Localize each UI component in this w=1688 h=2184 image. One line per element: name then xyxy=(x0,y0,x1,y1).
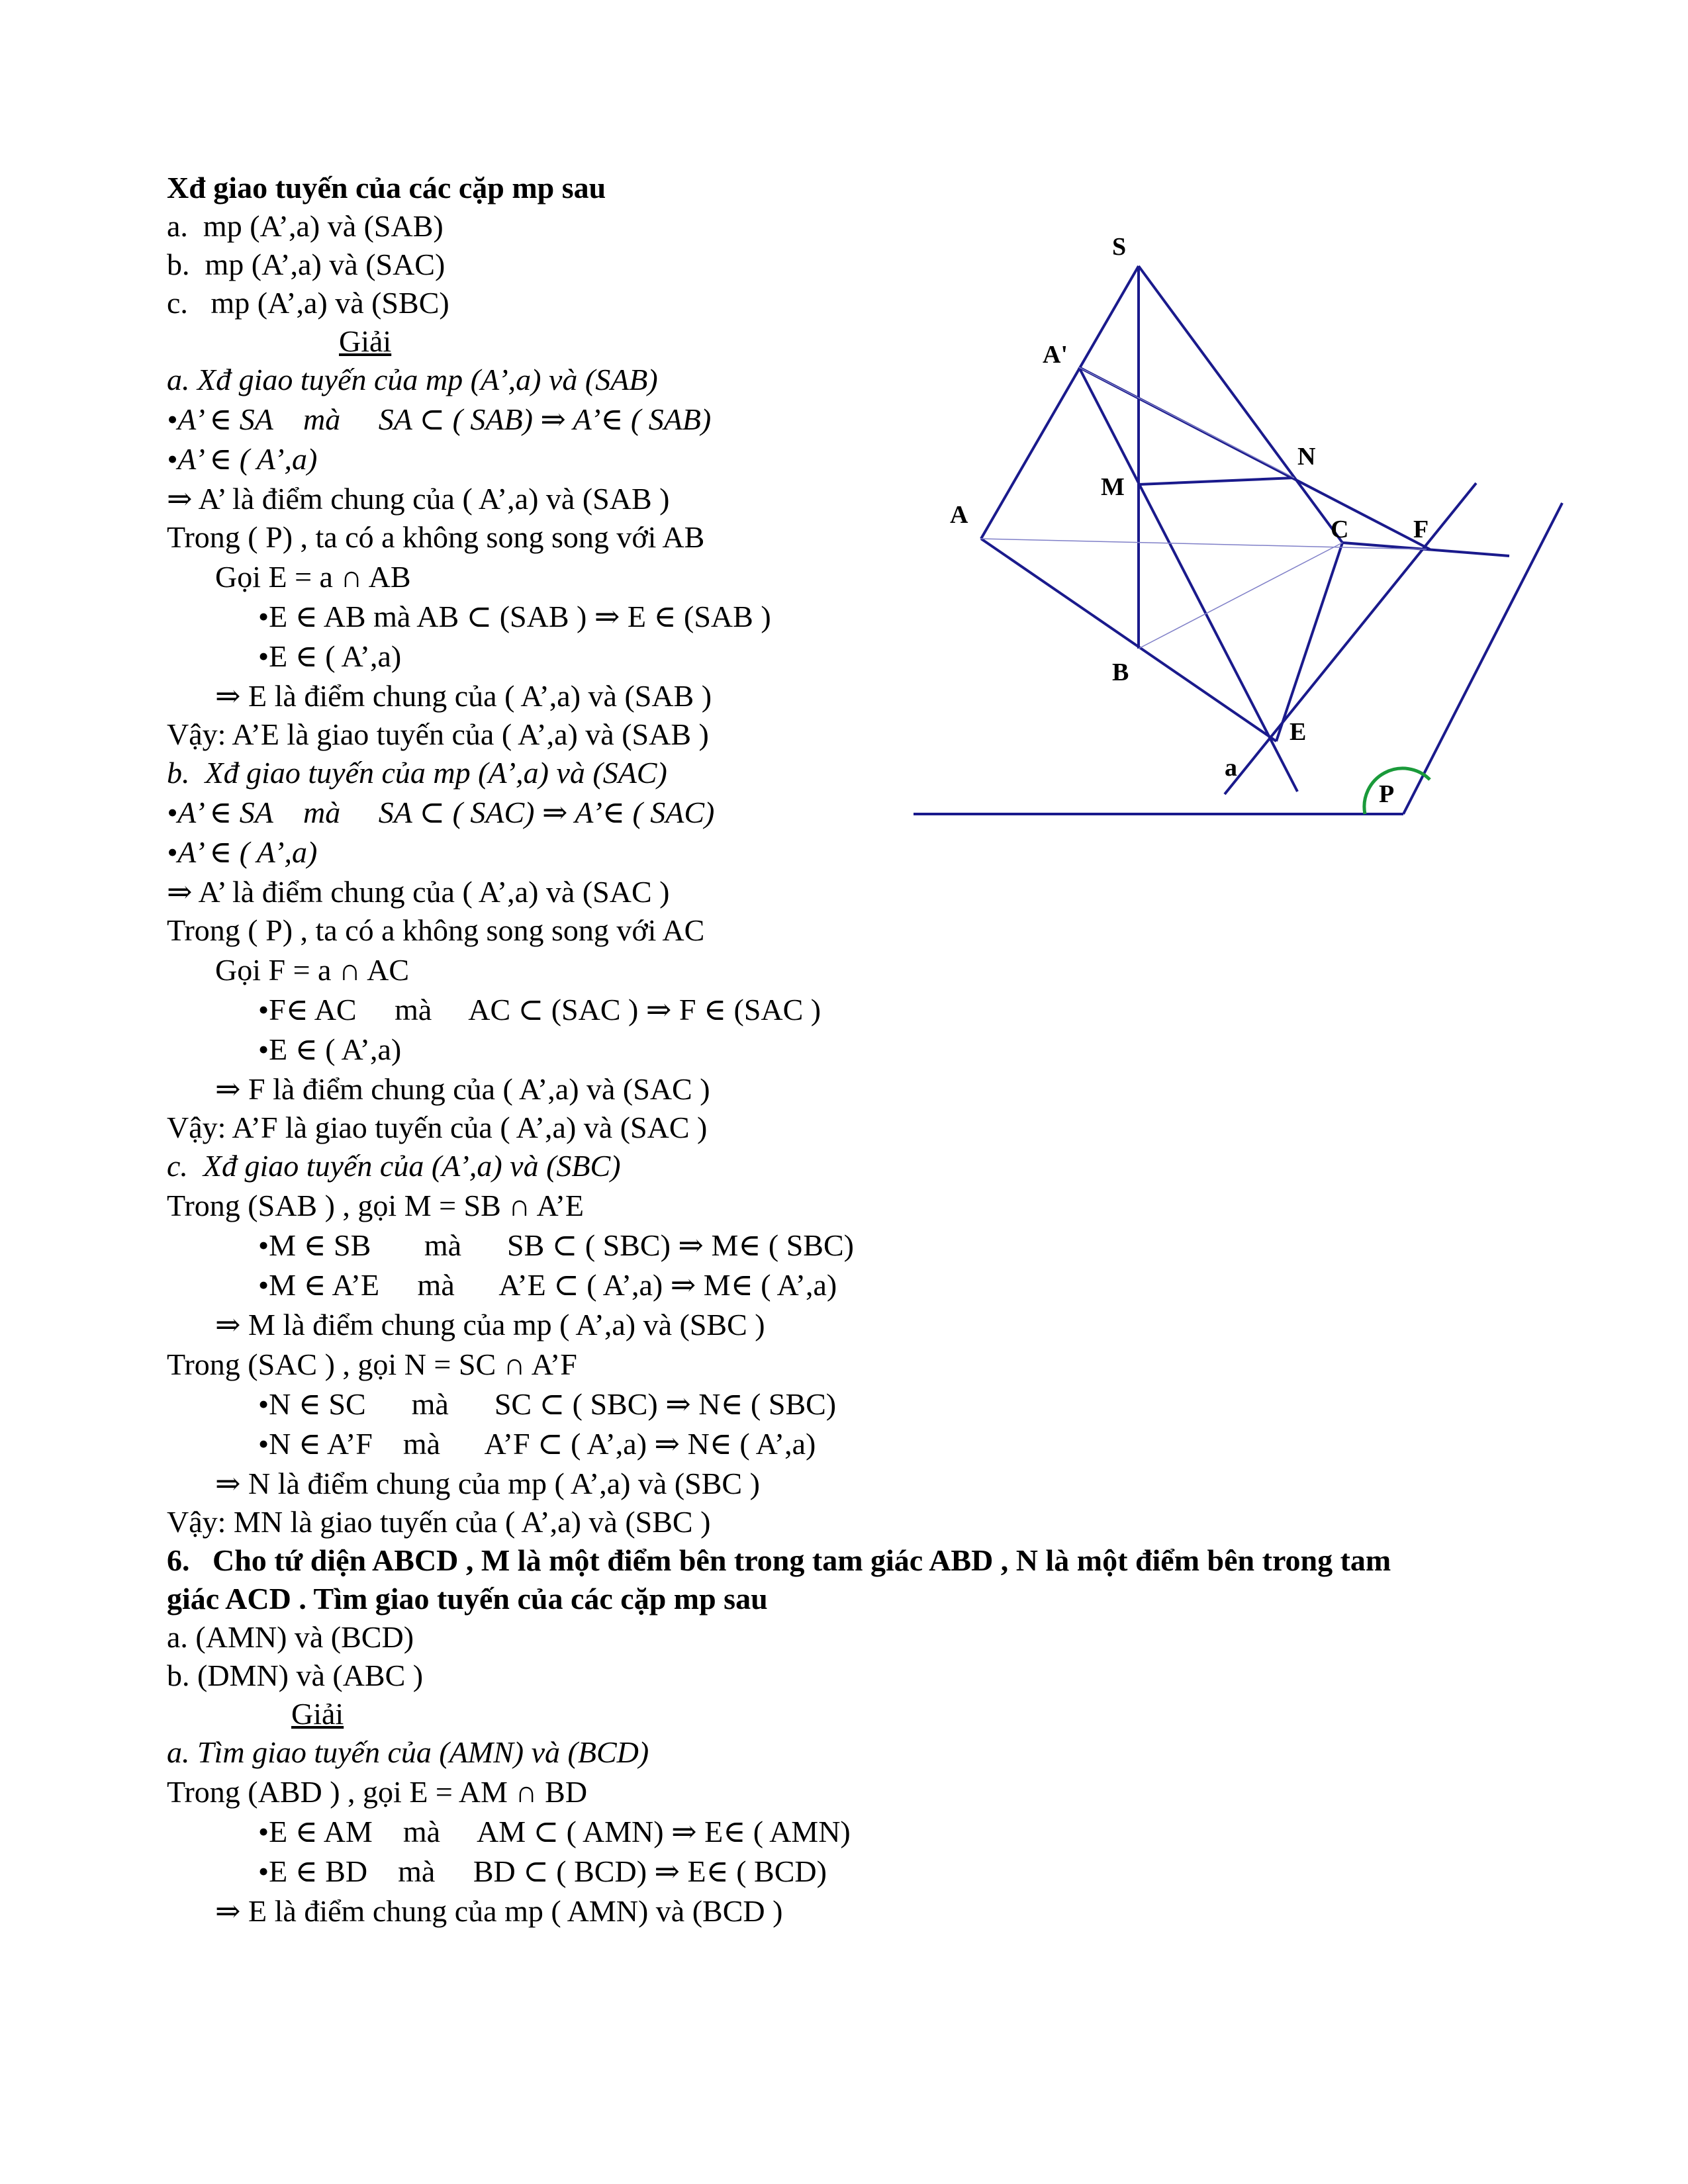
label-a-prime: A' xyxy=(1043,341,1068,369)
label-c: C xyxy=(1331,516,1349,543)
label-s: S xyxy=(1112,233,1127,261)
text-line: •E ∈ ( A’,a) xyxy=(258,1032,402,1066)
label-e: E xyxy=(1289,718,1307,746)
edge-ab-extended xyxy=(981,539,1276,741)
text-line: Trong (SAC ) , gọi N = SC ∩ A’F xyxy=(167,1347,577,1381)
text-line: b. (DMN) và (ABC ) xyxy=(167,1659,424,1692)
text-line: ⇒ A’ là điểm chung của ( A’,a) và (SAB ) xyxy=(167,482,670,516)
text-line: •E ∈ ( A’,a) xyxy=(258,639,402,673)
label-p: P xyxy=(1379,780,1395,808)
text-line: Vậy: MN là giao tuyến của ( A’,a) và (SBC ) xyxy=(167,1505,711,1539)
label-a: A xyxy=(950,501,968,529)
text-line: •E ∈ BD mà BD ⊂ ( BCD) ⇒ E∈ ( BCD) xyxy=(258,1854,827,1888)
text-line: •M ∈ A’E mà A’E ⊂ ( A’,a) ⇒ M∈ ( A’,a) xyxy=(258,1268,837,1302)
text-line: •A’ ∈ ( A’,a) xyxy=(167,442,318,476)
text-line: •A’ ∈ ( A’,a) xyxy=(167,835,318,869)
text-line: Giải xyxy=(291,1697,344,1731)
text-line: Gọi E = a ∩ AB xyxy=(215,560,411,594)
text-line: a. mp (A’,a) và (SAB) xyxy=(167,209,444,243)
text-line: c. mp (A’,a) và (SBC) xyxy=(167,286,449,320)
text-line: •N ∈ A’F mà A’F ⊂ ( A’,a) ⇒ N∈ ( A’,a) xyxy=(258,1427,816,1461)
text-line: ⇒ A’ là điểm chung của ( A’,a) và (SAC ) xyxy=(167,875,670,909)
text-line: •E ∈ AM mà AM ⊂ ( AMN) ⇒ E∈ ( AMN) xyxy=(258,1815,851,1848)
geometry-figure xyxy=(914,218,1609,867)
text-line: ⇒ E là điểm chung của mp ( AMN) và (BCD ) xyxy=(215,1894,783,1928)
text-line: •E ∈ AB mà AB ⊂ (SAB ) ⇒ E ∈ (SAB ) xyxy=(258,600,771,633)
text-line: ⇒ F là điểm chung của ( A’,a) và (SAC ) xyxy=(215,1072,710,1106)
text-line: a. Tìm giao tuyến của (AMN) và (BCD) xyxy=(167,1735,649,1769)
label-f: F xyxy=(1413,516,1429,543)
text-line: b. mp (A’,a) và (SAC) xyxy=(167,248,445,281)
text-line: ⇒ E là điểm chung của ( A’,a) và (SAB ) xyxy=(215,679,712,713)
plane-p-angle-arc xyxy=(1364,768,1430,814)
label-b: B xyxy=(1112,659,1129,686)
label-a-line: a xyxy=(1225,754,1237,782)
text-line: a. Xđ giao tuyến của mp (A’,a) và (SAB) xyxy=(167,363,658,396)
text-line: a. (AMN) và (BCD) xyxy=(167,1620,414,1654)
text-line: Giải xyxy=(339,324,392,358)
edge-sc xyxy=(1139,266,1342,543)
text-line: Gọi F = a ∩ AC xyxy=(215,953,410,987)
segment-mn xyxy=(1139,478,1294,484)
text-line: •N ∈ SC mà SC ⊂ ( SBC) ⇒ N∈ ( SBC) xyxy=(258,1387,837,1421)
text-line: Trong (SAB ) , gọi M = SB ∩ A’E xyxy=(167,1189,585,1222)
text-line: 6. Cho tứ diện ABCD , M là một điểm bên trong tam giác ABD , N là một điểm bên trong tam xyxy=(167,1543,1391,1577)
text-line: c. Xđ giao tuyến của (A’,a) và (SBC) xyxy=(167,1149,621,1183)
text-line: ⇒ M là điểm chung của mp ( A’,a) và (SBC ) xyxy=(215,1308,765,1342)
text-line: Trong ( P) , ta có a không song song với AC xyxy=(167,913,705,947)
text-line: •F∈ AC mà AC ⊂ (SAC ) ⇒ F ∈ (SAC ) xyxy=(258,993,821,1026)
text-line: •A’ ∈ SA mà SA ⊂ ( SAC) ⇒ A’∈ ( SAC) xyxy=(167,796,715,829)
line-a1-e xyxy=(1079,367,1297,792)
hidden-line-a1n xyxy=(1079,367,1294,478)
label-n: N xyxy=(1297,443,1316,471)
label-m: M xyxy=(1101,473,1125,501)
text-line: b. Xđ giao tuyến của mp (A’,a) và (SAC) xyxy=(167,756,667,790)
text-line: Trong ( P) , ta có a không song song với AB xyxy=(167,520,705,554)
text-line: •A’ ∈ SA mà SA ⊂ ( SAB) ⇒ A’∈ ( SAB) xyxy=(167,402,712,436)
text-line: •M ∈ SB mà SB ⊂ ( SBC) ⇒ M∈ ( SBC) xyxy=(258,1228,854,1262)
text-line: giác ACD . Tìm giao tuyến của các cặp mp sau xyxy=(167,1582,768,1615)
text-line: Vậy: A’E là giao tuyến của ( A’,a) và (SAB ) xyxy=(167,717,709,751)
text-line: Vậy: A’F là giao tuyến của ( A’,a) và (SAC ) xyxy=(167,1111,708,1144)
text-line: Xđ giao tuyến của các cặp mp sau xyxy=(167,171,606,205)
text-line: Trong (ABD ) , gọi E = AM ∩ BD xyxy=(167,1775,588,1809)
text-line: ⇒ N là điểm chung của mp ( A’,a) và (SBC ) xyxy=(215,1467,760,1500)
